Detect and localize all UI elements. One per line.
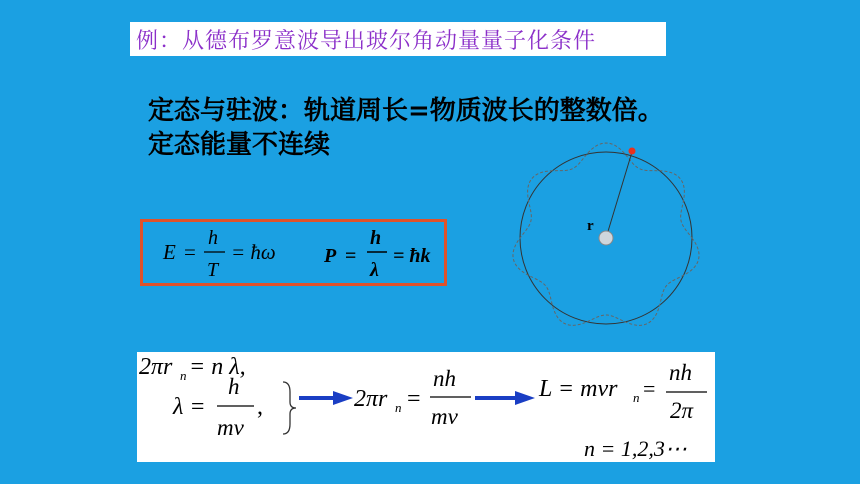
standing-wave-statement: 定态与驻波：轨道周长=物质波长的整数倍。 [148, 96, 664, 126]
derivation-svg [137, 352, 715, 462]
slide-title: 例：从德布罗意波导出玻尔角动量量子化条件 [136, 28, 597, 54]
eq3-eq: = [407, 386, 421, 412]
formula-svg [143, 222, 444, 283]
derivation-panel [137, 352, 715, 462]
arrow-1-head [333, 391, 353, 405]
eq2-comma: , [257, 394, 263, 420]
n-values: n = 1,2,3⋯ [584, 436, 687, 461]
energy-statement: 定态能量不连续 [148, 130, 331, 160]
eq3-sub: n [395, 400, 402, 415]
eq1-left: 2πr [139, 354, 173, 380]
eq2-den: mv [217, 415, 244, 440]
eq2-left: λ = [173, 394, 206, 420]
formula-box [140, 219, 447, 286]
nucleus [599, 231, 613, 245]
eq2-num: h [228, 374, 240, 399]
arrow-2-head [515, 391, 535, 405]
eq3-left: 2πr [354, 386, 388, 412]
electron [629, 148, 636, 155]
brace [283, 382, 296, 434]
formula-hbar-k: = ħk [393, 245, 431, 267]
formula-eq2: = [345, 245, 357, 267]
formula-E: E [163, 240, 176, 264]
formula-lambda: λ [370, 259, 379, 281]
eq1-right: = n λ, [189, 354, 246, 380]
radius-line [606, 152, 632, 238]
formula-eq1: = [184, 240, 196, 264]
eq3-num: nh [433, 366, 456, 391]
orbit-diagram [505, 138, 715, 338]
title-box [130, 22, 666, 56]
eq4-eq: = [643, 376, 656, 401]
formula-T: T [207, 259, 219, 281]
eq4-den: 2π [670, 398, 694, 423]
formula-P: P [324, 245, 337, 267]
eq4-left: L = mvr [539, 376, 618, 402]
eq4-num: nh [669, 360, 692, 385]
radius-label: r [587, 218, 594, 234]
formula-hbar-omega: = ħω [231, 240, 276, 264]
eq4-sub: n [633, 390, 640, 405]
eq3-den: mv [431, 404, 458, 429]
eq1-sub: n [180, 368, 187, 383]
formula-h2: h [370, 227, 382, 249]
formula-h: h [208, 227, 218, 249]
